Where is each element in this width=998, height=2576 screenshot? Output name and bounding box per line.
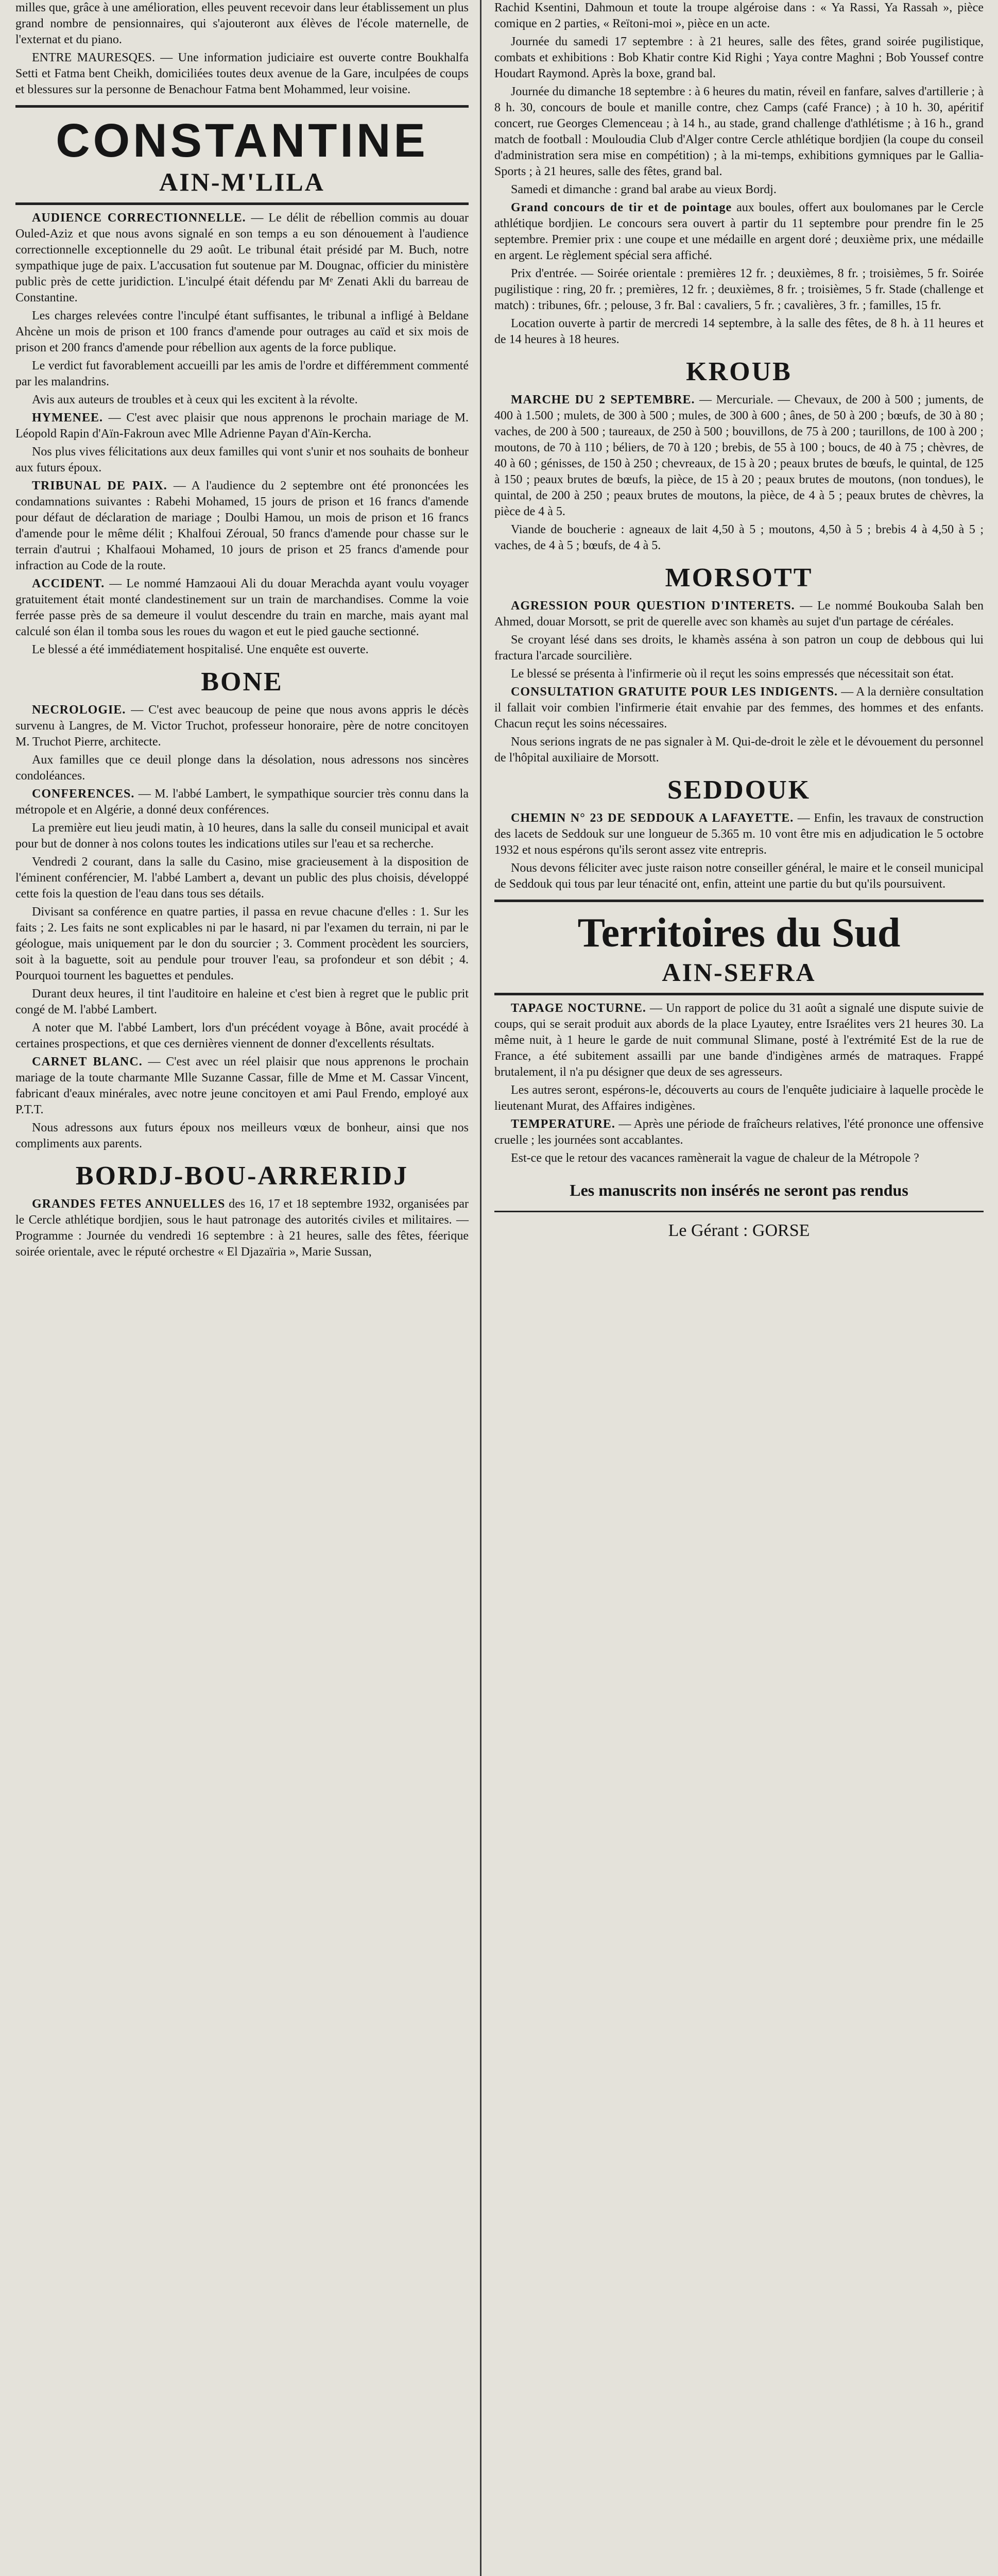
morsott-section: [494, 598, 984, 766]
article-heading: NECROLOGIE.: [32, 703, 126, 717]
kroub-title: KROUB: [686, 357, 792, 386]
manuscripts-note: Les manuscrits non insérés ne seront pas rendus: [570, 1181, 908, 1199]
gerant-line: Le Gérant : GORSE: [668, 1221, 810, 1240]
article-paragraph: [15, 478, 469, 574]
article-text: La première eut lieu jeudi matin, à 10 heures, dans la salle du conseil municipal et avait pour but de donner à nos colons toutes les indications utiles sur l'eau et sa recherche.: [15, 821, 469, 851]
article-text: Nous devons féliciter avec juste raison notre conseiller général, le maire et le conseil municipal de Seddouk qui tous par leur ténacité ont, enfin, atteint une partie du but qu'ils poursuivent.: [494, 861, 984, 891]
article-paragraph: [15, 210, 469, 306]
article-text: — Un rapport de police du 31 août a signalé une dispute suivie de coups, qui se serait produit aux abords de la place Lyautey, entre Israélites vers 21 heures 30. La même nuit, à 1 heure le garde de nuit communal Slimane, posté à l'extrémité Est de la rue de France, a été subitement assailli par une bande d'indigènes armés de matraques. Frappé brutalement, il n'a pu désigner que deux de ses agresseurs.: [494, 1002, 984, 1079]
article-paragraph: [15, 576, 469, 640]
ainsefra-section: [494, 1001, 984, 1166]
article-text: Viande de boucherie : agneaux de lait 4,50 à 5 ; moutons, 4,50 à 5 ; brebis 4 à 4,50 à 5 ; vaches, de 4 à 5 ; bœufs, de 4 à 5.: [494, 523, 984, 552]
article-paragraph: [15, 786, 469, 818]
article-paragraph: [494, 810, 984, 858]
article-text: Le verdict fut favorablement accueilli par les amis de l'ordre et différemment commenté par les malandrins.: [15, 359, 469, 388]
right-column: [494, 0, 984, 2576]
bone-section: [15, 702, 469, 1152]
article-text: — C'est avec un réel plaisir que nous apprenons le prochain mariage de la toute charmante Mlle Suzanne Cassar, fille de Mme et M. Cassar Vincent, fabricant d'eaux minérales, avec notre jeune concitoyen et ami Paul Frendo, employé aux P.T.T.: [15, 1055, 469, 1116]
article-text: — M. l'abbé Lambert, le sympathique sourcier très connu dans la métropole et en Algérie, a donné deux conférences.: [15, 787, 469, 817]
article-paragraph: [494, 182, 984, 198]
morsott-title: MORSOTT: [665, 563, 813, 592]
article-paragraph: [15, 1120, 469, 1152]
article-text: A noter que M. l'abbé Lambert, lors d'un précédent voyage à Bône, avait procédé à certaines prospections, et que ces dernières viennent de donner d'excellents résultats.: [15, 1021, 469, 1050]
article-paragraph: [494, 684, 984, 732]
article-text: Se croyant lésé dans ses droits, le khamès asséna à son patron un coup de debbous qui lui fractura l'arcade sourcilière.: [494, 633, 984, 663]
article-paragraph: [494, 1001, 984, 1080]
article-paragraph: [15, 358, 469, 390]
article-text: Est-ce que le retour des vacances ramènerait la vague de chaleur de la Métropole ?: [511, 1151, 919, 1165]
article-paragraph: [15, 444, 469, 476]
article-paragraph: [494, 860, 984, 892]
intro-section: [15, 0, 469, 98]
article-paragraph: [15, 904, 469, 984]
article-text: Journée du samedi 17 septembre : à 21 heures, salle des fêtes, grand soirée pugilistique, combats et exhibitions : Bob Khatir contre Kid Righi ; Yaya contre Maghni ; Bob Youssef contre Houdart Raymond. Après la boxe, grand bal.: [494, 35, 984, 80]
article-heading: AGRESSION POUR QUESTION D'INTERETS.: [511, 599, 795, 613]
bordj-title: BORDJ-BOU-ARRERIDJ: [75, 1161, 409, 1191]
article-heading: TRIBUNAL DE PAIX.: [32, 479, 167, 493]
article-paragraph: [494, 266, 984, 314]
seddouk-title: SEDDOUK: [667, 775, 811, 805]
article-paragraph: [15, 986, 469, 1018]
constantine-banner: [15, 105, 469, 205]
kroub-section: [494, 392, 984, 554]
bordj-section: [15, 1196, 469, 1260]
article-paragraph: [494, 1082, 984, 1114]
bordj-continued: [494, 0, 984, 348]
article-heading: ACCIDENT.: [32, 577, 105, 590]
article-text: — C'est avec plaisir que nous apprenons le prochain mariage de M. Léopold Rapin d'Aïn-Fakroun avec Mlle Adrienne Payan d'Aïn-Kercha.: [15, 411, 469, 440]
article-paragraph: [494, 1116, 984, 1148]
article-paragraph: [494, 84, 984, 180]
article-heading: GRANDES FETES ANNUELLES: [32, 1197, 226, 1211]
article-paragraph: [15, 702, 469, 750]
article-paragraph: [15, 820, 469, 852]
article-text: Nous serions ingrats de ne pas signaler à M. Qui-de-droit le zèle et le dévouement du personnel de l'hôpital auxiliaire de Morsott.: [494, 735, 984, 765]
article-text: Les autres seront, espérons-le, découverts au cours de l'enquête judiciaire à laquelle procède le lieutenant Murat, des Affaires indigènes.: [494, 1083, 984, 1113]
article-text: Journée du dimanche 18 septembre : à 6 heures du matin, réveil en fanfare, salves d'artillerie ; à 8 h. 30, concours de boule et manille contre, chez Camps (café France) ; à 10 h. 30, apéritif concert, rue Georges Clemenceau ; à 14 h., au stade, grand challenge d'athlétisme ; à 16 h., grand match de football : Mouloudia Club d'Alger contre Cercle athlétique bordjien (la coupe du conseil d'administration sera mise en compétition) ; à la mi-temps, exhibitions gymniques par le Gallia-Sports ; à 21 heures, salle des fêtes, grand bal.: [494, 85, 984, 178]
article-text: Rachid Ksentini, Dahmoun et toute la troupe algéroise dans : « Ya Rassi, Ya Rassah », pièce comique en 2 parties, « Reïtoni-moi », pièce en un acte.: [494, 1, 984, 30]
article-text: Vendredi 2 courant, dans la salle du Casino, mise gracieusement à la disposition de l'éminent conférencier, M. l'abbé Lambert a, devant un public des plus choisis, développé cette fois la question de l'eau dans tous ses détails.: [15, 855, 469, 901]
article-paragraph: [15, 854, 469, 902]
article-heading: CARNET BLANC.: [32, 1055, 143, 1069]
article-paragraph: [494, 392, 984, 520]
article-paragraph: [494, 632, 984, 664]
left-column: [15, 0, 469, 2576]
article-text: — A la dernière consultation il fallait voir combien l'infirmerie était envahie par des femmes, des hommes et des enfants. Chacun reçut les soins nécessaires.: [494, 685, 984, 731]
article-paragraph: [15, 410, 469, 442]
article-text: Location ouverte à partir de mercredi 14 septembre, à la salle des fêtes, de 8 h. à 11 heures et de 14 heures à 18 heures.: [494, 317, 984, 346]
article-paragraph: [15, 1020, 469, 1052]
article-text: — Après une période de fraîcheurs relatives, l'été prononce une offensive cruelle ; les journées sont accablantes.: [494, 1117, 984, 1147]
article-paragraph: [494, 734, 984, 766]
article-heading: MARCHE DU 2 SEPTEMBRE.: [511, 393, 695, 406]
article-heading: AUDIENCE CORRECTIONNELLE.: [32, 211, 246, 225]
article-text: Nous adressons aux futurs époux nos meilleurs vœux de bonheur, ainsi que nos compliments aux parents.: [15, 1121, 469, 1150]
article-text: Le blessé a été immédiatement hospitalisé. Une enquête est ouverte.: [32, 643, 369, 656]
article-text: Prix d'entrée. — Soirée orientale : premières 12 fr. ; deuxièmes, 8 fr. ; troisièmes, 5 fr. Soirée pugilistique : ring, 20 fr. ; premières, 12 fr. ; deuxièmes, 8 fr. ; troisièmes, 5 fr. Stade (challenge et match) : tribunes, 6fr. ; pelouse, 3 fr. Bal : cavaliers, 5 fr. ; cavalières, 3 fr. ; familles, 15 fr.: [494, 267, 984, 312]
ainmlila-title: AIN-M'LILA: [159, 167, 325, 196]
article-heading: TEMPERATURE.: [511, 1117, 615, 1131]
article-paragraph: [494, 666, 984, 682]
article-paragraph: milles que, grâce à une amélioration, elles peuvent recevoir dans leur établissement un plus grand nombre de pensionnaires, qui s'ajouteront aux élèves de l'école maternelle, de l'externat et du piano.: [15, 1, 469, 46]
constantine-title: CONSTANTINE: [56, 114, 428, 167]
article-paragraph: [494, 34, 984, 82]
article-text: Avis aux auteurs de troubles et à ceux qui les excitent à la révolte.: [32, 393, 358, 406]
article-heading: HYMENEE.: [32, 411, 104, 425]
footer-rule: [494, 1211, 984, 1212]
article-paragraph: [15, 1054, 469, 1118]
article-text: Les charges relevées contre l'inculpé étant suffisantes, le tribunal a infligé à Beldane Ahcène un mois de prison et 100 francs d'amende pour outrages au caïd et six mois de prison et 200 francs d'amende pour rébellion aux agents de la force publique.: [15, 309, 469, 354]
article-heading: CONSULTATION GRATUITE POUR LES INDIGENTS.: [511, 685, 838, 699]
ainmlila-section: [15, 210, 469, 658]
article-heading: CHEMIN N° 23 DE SEDDOUK A LAFAYETTE.: [511, 811, 794, 825]
article-text: — A l'audience du 2 septembre ont été prononcées les condamnations suivantes : Rabehi Mohamed, 15 jours de prison et 16 francs d'amende pour défaut de déclaration de mariage ; Doulbi Hamou, un mois de prison et 16 francs d'amende pour le même délit ; Khalfoui Zéroual, 50 francs d'amende pour chasse sur le terrain d'autrui ; Khalfaoui Mohamed, 10 jours de prison et 25 francs d'amende pour infraction au Code de la route.: [15, 479, 469, 572]
article-paragraph: [15, 1196, 469, 1260]
article-paragraph: [15, 392, 469, 408]
article-text: — Mercuriale. — Chevaux, de 200 à 500 ; juments, de 400 à 1.500 ; mulets, de 300 à 500 ; mules, de 300 à 600 ; ânes, de 50 à 200 ; bœufs, de 30 à 80 ; vaches, de 200 à 500 ; taureaux, de 250 à 500 ; bouvillons, de 75 à 200 ; taurillons, de 100 à 200 ; moutons, de 70 à 110 ; béliers, de 70 à 120 ; brebis, de 55 à 100 ; boucs, de 40 à 75 ; chèvres, de 40 à 60 ; génisses, de 150 à 250 ; chevreaux, de 15 à 20 ; peaux brutes de bœufs, le quintal, de 125 à 150 ; peaux brutes de bœufs, la pièce, de 15 à 20 ; peaux brutes de moutons, (non tondues), le quintal, de 200 à 250 ; peaux brutes de moutons, la pièce, de 4 à 5 ; peaux brutes de chèvres, la pièce de 4 à 5.: [494, 393, 984, 518]
article-text: — Enfin, les travaux de construction des lacets de Seddouk sur une longueur de 5.365 m. 10 vont être mis en adjudication le 5 octobre 1932 et nous espérons qu'ils seront assez vite entrepris.: [494, 811, 984, 857]
article-text: — Le délit de rébellion commis au douar Ouled-Aziz et que nous avons signalé en son temps a eu son dénouement à l'audience correctionnelle exceptionnelle du 29 août. Le tribunal était présidé par M. Buch, notre sympathique juge de paix. L'accusation fut soutenue par M. Dougnac, officier du ministère public près de cette juridiction. L'inculpé était défendu par Mᵉ Zenati Akli du barreau de Constantine.: [15, 211, 469, 304]
article-paragraph: [494, 316, 984, 348]
article-paragraph: [494, 1150, 984, 1166]
article-text: Divisant sa conférence en quatre parties, il passa en revue chacune d'elles : 1. Sur les faits ; 2. Les faits ne sont explicables ni par le hasard, ni par l'examen du terrain, ni par le géologue, mais uniquement par le don du sourcier ; 3. Comment procèdent les sourciers, soit à la baguette, soit au pendule pour trouver l'eau, sa profondeur et son débit ; 4. Pourquoi tournent les baguettes et pendules.: [15, 905, 469, 982]
article-paragraph: [494, 0, 984, 32]
territoires-title: Territoires du Sud: [577, 910, 901, 956]
article-paragraph: [15, 752, 469, 784]
article-text: aux boules, offert aux boulomanes par le Cercle athlétique bordjien. Le concours sera ouvert à partir du 11 septembre pour prendre fin le 25 septembre. Premier prix : une coupe et une médaille en argent doré ; deuxième prix, une médaille en argent. Le règlement spécial sera affiché.: [494, 201, 984, 262]
article-paragraph: [15, 642, 469, 658]
article-text: Le blessé se présenta à l'infirmerie où il reçut les soins empressés que nécessitait son état.: [511, 667, 954, 681]
article-paragraph: [494, 598, 984, 630]
article-paragraph: [15, 308, 469, 356]
article-paragraph: [494, 522, 984, 554]
article-heading: TAPAGE NOCTURNE.: [511, 1002, 646, 1015]
column-rule: [480, 0, 481, 2576]
territoires-banner: [494, 900, 984, 995]
article-heading: CONFERENCES.: [32, 787, 135, 801]
article-paragraph: ENTRE MAURESQES. — Une information judiciaire est ouverte contre Boukhalfa Setti et Fatma bent Cheikh, domiciliées toutes deux avenue de la Gare, inculpées de coups et blessures sur la personne de Benachour Fatma bent Mohammed, leur voisine.: [15, 51, 469, 96]
ainsefra-title: AIN-SEFRA: [662, 958, 816, 987]
article-text: Aux familles que ce deuil plonge dans la désolation, nous adressons nos sincères condoléances.: [15, 753, 469, 783]
article-text: — C'est avec beaucoup de peine que nous avons appris le décès survenu à Langres, de M. Victor Truchot, professeur honoraire, père de notre concitoyen M. Truchot Pierre, architecte.: [15, 703, 469, 749]
article-heading: Grand concours de tir et de pointage: [511, 201, 732, 214]
seddouk-section: [494, 810, 984, 892]
article-text: Nos plus vives félicitations aux deux familles qui vont s'unir et nos souhaits de bonheur aux futurs époux.: [15, 445, 469, 474]
article-text: Durant deux heures, il tint l'auditoire en haleine et c'est bien à regret que le public prit congé de M. l'abbé Lambert.: [15, 987, 469, 1016]
bone-title: BONE: [201, 667, 283, 697]
article-text: des 16, 17 et 18 septembre 1932, organisées par le Cercle athlétique bordjien, sous le haut patronage des autorités civiles et militaires. — Programme : Journée du vendredi 16 septembre : à 21 heures, salle des fêtes, féerique soirée orientale, avec le réputé orchestre « El Djazaïria », Marie Sussan,: [15, 1197, 469, 1259]
article-paragraph: [494, 200, 984, 264]
article-text: — Le nommé Hamzaoui Ali du douar Merachda ayant voulu voyager gratuitement était monté clandestinement sur un train de marchandises. Comme la voie ferrée passe près de sa demeure il voulut descendre du train en marche, mais ayant mal calculé son élan il tomba sous les roues du wagon et eut le pied gauche sectionné.: [15, 577, 469, 638]
article-text: Samedi et dimanche : grand bal arabe au vieux Bordj.: [511, 183, 777, 196]
article-text: — Le nommé Boukouba Salah ben Ahmed, douar Morsott, se prit de querelle avec son khamès au sujet d'un partage de céréales.: [494, 599, 984, 629]
